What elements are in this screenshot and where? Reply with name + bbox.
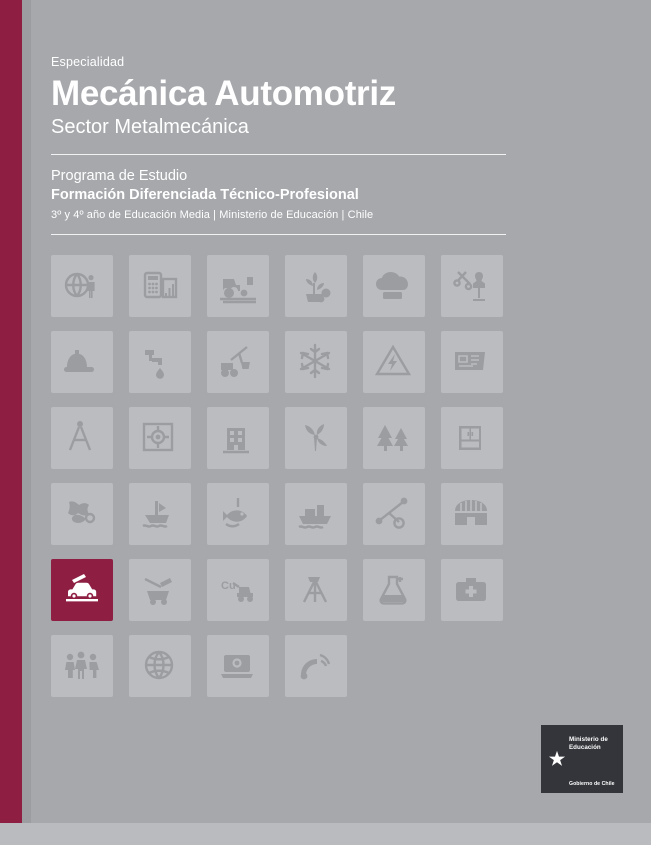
electrical-hazard-icon [373,341,415,383]
sector-tile-contabilidad[interactable] [129,255,191,317]
sector-tile-programacion[interactable] [207,635,269,697]
sector-tile-muebles[interactable] [441,407,503,469]
leather-hides-icon [61,493,103,535]
sector-tile-electronica[interactable] [441,331,503,393]
car-repair-icon [60,568,104,612]
scissors-mannequin-icon [452,266,492,306]
sector-tile-agricultura[interactable] [285,255,347,317]
sector-tile-forestal[interactable] [363,407,425,469]
sector-tile-obras-viales[interactable] [207,331,269,393]
sector-tile-sanitarias[interactable] [129,331,191,393]
hard-hat-icon [61,341,103,383]
star-icon [541,725,569,793]
tractor-field-icon [217,265,259,307]
first-aid-kit-icon [451,569,493,611]
spine-accent-bar [0,0,22,845]
globe-person-icon [62,266,102,306]
sector-tile-alimentacion[interactable] [363,255,425,317]
surveyor-tripod-icon [295,569,337,611]
sector-tile-mecanica-automotriz[interactable] [51,559,113,621]
blueprint-icon [139,417,181,459]
divider-bottom [51,234,506,235]
plant-money-icon [296,266,336,306]
sector-tile-empty-1 [363,635,425,697]
globe-grid-icon [139,645,181,687]
spine-gap [22,0,31,845]
sector-tile-construccion[interactable] [51,331,113,393]
forest-trees-icon [373,417,415,459]
title-block [51,55,531,235]
cargo-ship-icon [295,493,337,535]
sector-tile-mecanica-industrial[interactable] [363,483,425,545]
sector-tile-atencion-de-salud[interactable] [441,559,503,621]
sector-tile-edificacion[interactable] [207,407,269,469]
wind-turbine-icon [295,417,337,459]
logo-government-text: Gobierno de Chile [569,781,615,787]
eyebrow-label: Especialidad [51,55,125,69]
logo-ministry-line-1: Ministerio de [569,736,608,743]
sector-tile-energia[interactable] [285,407,347,469]
warehouse-icon [451,493,493,535]
excavator-icon [217,341,259,383]
sector-tile-agropecuario[interactable] [207,255,269,317]
sector-tile-confeccion[interactable] [441,255,503,317]
sector-tile-diseno[interactable] [129,407,191,469]
furniture-cabinet-icon [452,418,492,458]
ministry-logo [541,725,623,793]
program-label: Programa de Estudio [51,167,188,184]
program-meta-label: 3º y 4º año de Educación Media | Ministerio de Educación | Chile [51,208,374,221]
sector-tile-administracion-y-comercio[interactable] [51,255,113,317]
page-title: Mecánica Automotriz [51,74,397,113]
flask-icon [373,569,415,611]
calculator-chart-icon [140,266,180,306]
divider-top [51,154,506,155]
svg-text:Cu: Cu [221,580,236,592]
sector-tile-atencion-de-parvulos[interactable] [51,635,113,697]
copper-loader-icon [217,569,259,611]
faucet-drop-icon [140,342,180,382]
sector-tile-dibujo-tecnico[interactable] [51,407,113,469]
children-family-icon [61,645,103,687]
laptop-camera-icon [217,645,259,687]
sector-tile-geomensura[interactable] [285,559,347,621]
sector-tile-maritimo[interactable] [285,483,347,545]
sector-tile-industrial[interactable] [441,483,503,545]
sector-tile-metalurgia-extractiva[interactable] [207,559,269,621]
sector-tile-telecomunicaciones[interactable] [285,635,347,697]
program-type-label: Formación Diferenciada Técnico-Profesional [51,187,359,204]
satellite-signal-icon [295,645,337,687]
sector-tile-acuicultura[interactable] [129,483,191,545]
chef-hat-icon [373,265,415,307]
sector-icon-grid [51,255,521,697]
sector-tile-mineria[interactable] [129,559,191,621]
logo-ministry-line-2: Educación [569,744,601,752]
cover-content [31,0,651,845]
compass-icon [62,418,102,458]
sector-tile-electricidad[interactable] [363,331,425,393]
snowflake-icon [295,341,337,383]
sector-tile-quimica-industrial[interactable] [363,559,425,621]
building-icon [218,418,258,458]
sector-tile-curtiembre[interactable] [51,483,113,545]
pneumatic-circuit-icon [373,493,415,535]
sector-tile-pesca[interactable] [207,483,269,545]
logo-ministry-text [569,736,608,753]
bottom-strip [0,823,651,845]
sector-tile-refrigeracion[interactable] [285,331,347,393]
fish-hook-icon [217,493,259,535]
page-subtitle: Sector Metalmecánica [51,115,249,138]
circuit-board-icon [451,341,493,383]
mine-cart-icon [139,569,181,611]
fishing-boat-icon [139,493,181,535]
sector-tile-empty-2 [441,635,503,697]
sector-tile-turismo[interactable] [129,635,191,697]
